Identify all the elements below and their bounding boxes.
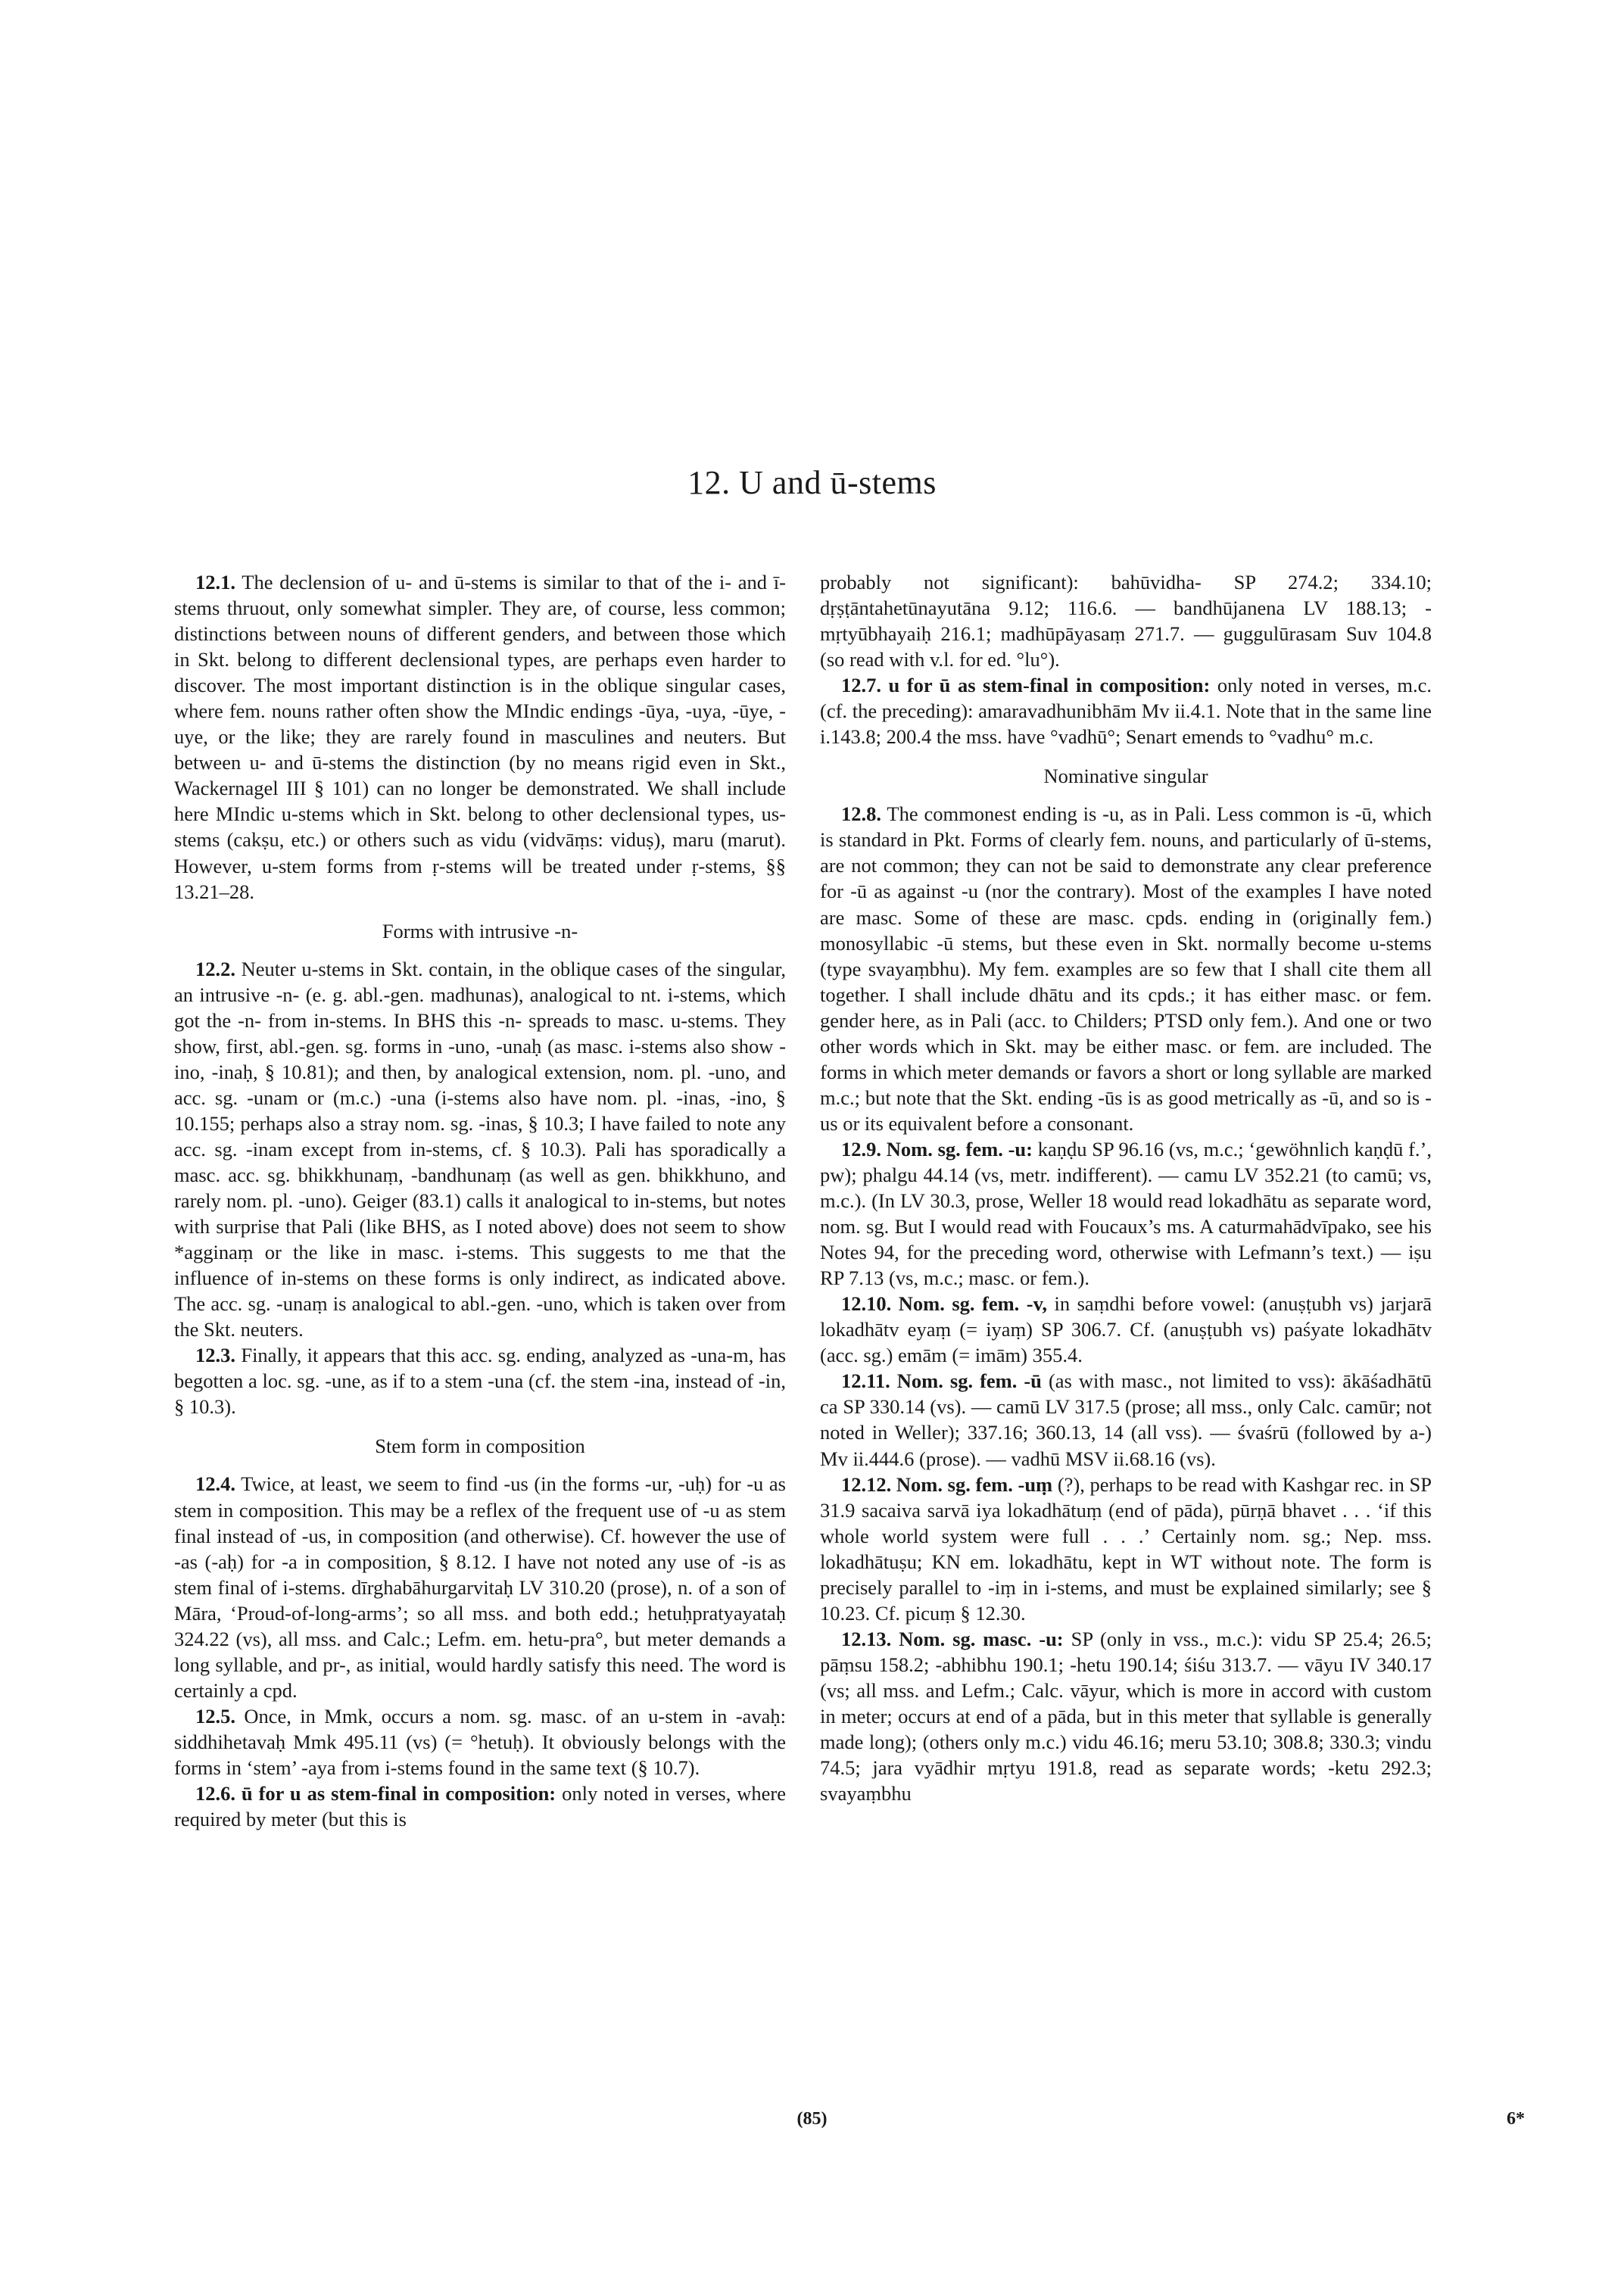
- paragraph-text: only noted in verses, where required by meter (but this is: [174, 1782, 787, 1831]
- paragraph-12-8: [820, 801, 1432, 1136]
- paragraph-text: only noted in verses, m.c. (cf. the preceding): amaravadhunibhām Mv ii.4.1. Note that in the same line i.143.8; 200.4 the mss. have °vadhū°; Senart emends to °vadhu° m.c.: [820, 674, 1432, 749]
- paragraph-12-4: [174, 1471, 786, 1703]
- section-number: 12.3.: [195, 1344, 235, 1367]
- section-number: 12.11. Nom. sg. fem. -ū: [841, 1369, 1042, 1393]
- paragraph-text: in saṃdhi before vowel: (anuṣṭubh vs) jarjarā lokadhātv eyaṃ (= iyaṃ) SP 306.7. Cf. (anuṣṭubh vs) paśyate lokadhātv (acc. sg.) emām (= imām) 355.4.: [820, 1292, 1432, 1367]
- paragraph-12-13: [820, 1626, 1432, 1806]
- section-number: 12.9. Nom. sg. fem. -u:: [841, 1137, 1033, 1161]
- section-heading: Forms with intrusive -n-: [382, 919, 578, 942]
- paragraph-text: The commonest ending is -u, as in Pali. Less common is -ū, which is standard in Pkt. Forms of clearly fem. nouns, and particularly of ū-stems, are not common; they can not be said to demonstrate any clear preference for -ū as against -u (nor the contrary). Most of the examples I have noted are masc. Some of these are masc. cpds. ending in (originally fem.) monosyllabic -ū stems, but these even in Skt. normally become u-stems (type svayaṃbhu). My fem. examples are so few that I shall cite them all together. I shall include dhātu and its cpds.; it has either masc. or fem. gender here, as in Pali (acc. to Childers; PTSD only fem.). And one or two other words which in Skt. may be either masc. or fem. are included. The forms in which meter demands or favors a short or long syllable are marked m.c.; but note that the Skt. ending -ūs is as good metrically as -ū, and so is -us or its equivalent before a consonant.: [820, 802, 1432, 1135]
- right-column: [820, 569, 1432, 1806]
- page-title: 12. U and ū-stems: [687, 464, 937, 501]
- section-heading: Stem form in composition: [375, 1435, 585, 1458]
- paragraph-text: kaṇḍu SP 96.16 (vs, m.c.; ‘gewöhnlich kaṇḍū f.’, pw); phalgu 44.14 (vs, metr. indifferent). — camu LV 352.21 (to camū; vs, m.c.). (In LV 30.3, prose, Weller 18 would read lokadhātu as separate word, nom. sg. But I would read with Foucaux’s ms. A caturmahādvīpako, see his Notes 94, for the preceding word, otherwise with Lefmann’s text.) — iṣu RP 7.13 (vs, m.c.; masc. or fem.).: [820, 1137, 1432, 1290]
- paragraph-12-9: [820, 1136, 1432, 1291]
- paragraph-text: The declension of u- and ū-stems is similar to that of the i- and ī-stems thruout, only somewhat simpler. They are, of course, less common; distinctions between nouns of different genders, and between those which in Skt. belong to different declensional types, are perhaps even harder to discover. The most important distinction is in the oblique singular cases, where fem. nouns rather often show the MIndic endings -ūya, -uya, -ūye, -uye, or the like; they are rarely found in masculines and neuters. But between u- and ū-stems the distinction (by no means rigid even in Skt., Wackernagel III § 101) can no longer be demonstrated. We shall include here MIndic u-stems which in Skt. belong to other declensional types, us-stems (cakṣu, etc.) or others such as vidu (vidvāṃs: viduṣ), maru (marut). However, u-stem forms from ṛ-stems will be treated under ṛ-stems, §§ 13.21–28.: [174, 571, 786, 903]
- section-number: 12.12. Nom. sg. fem. -uṃ: [841, 1472, 1053, 1496]
- section-number: 12.10. Nom. sg. fem. -v,: [841, 1292, 1048, 1316]
- paragraph-text: (as with masc., not limited to vss): ākāśadhātū ca SP 330.14 (vs). — camū LV 317.5 (prose; all mss., only Calc. camūr; not noted in Weller); 337.16; 360.13, 14 (all vss). — śvaśrū (followed by a-) Mv ii.444.6 (prose). — vadhū MSV ii.68.16 (vs).: [820, 1369, 1432, 1470]
- paragraph-text: Neuter u-stems in Skt. contain, in the oblique cases of the singular, an intrusive -n- (e. g. abl.-gen. madhunas), analogical to nt. i-stems, which got the -n- from in-stems. In BHS this -n- spreads to masc. u-stems. They show, first, abl.-gen. sg. forms in -uno, -unaḥ (as masc. i-stems also show -ino, -inaḥ, § 10.81); and then, by analogical extension, nom. pl. -uno, and acc. sg. -unam or (m.c.) -una (i-stems also have nom. pl. -inas, -ino, § 10.155; perhaps also a stray nom. sg. -inas, § 10.3; I have failed to note any acc. sg. -inam except from in-stems, cf. § 10.3). Pali has sporadically a masc. acc. sg. bhikkhunaṃ, -bandhunaṃ (as well as gen. bhikkhuno, and rarely nom. pl. -uno). Geiger (83.1) calls it analogical to in-stems, but notes with surprise that Pali (like BHS, as I noted above) does not seem to show *agginaṃ or the like in masc. i-stems. This suggests to me that the influence of in-stems on these forms is only indirect, as indicated above. The acc. sg. -unaṃ is analogical to abl.-gen. -uno, which is taken over from the Skt. neuters.: [174, 957, 786, 1341]
- paragraph-12-6: [174, 1781, 786, 1832]
- page-number: (85): [796, 2109, 828, 2129]
- section-number: 12.6. ū for u as stem-final in composition:: [195, 1782, 556, 1805]
- paragraph-12-10: [820, 1291, 1432, 1368]
- section-number: 12.8.: [841, 802, 881, 826]
- paragraph-text: (?), perhaps to be read with Kashgar rec. in SP 31.9 sacaiva sarvā iya lokadhātuṃ (end of pāda), pūrṇā bhavet . . . ‘if this whole world system were full . . .’ Certainly nom. sg.; Nep. mss. lokadhātuṣu; KN em. lokadhātu, kept in WT without note. The form is precisely parallel to -iṃ in i-stems, and must be explained similarly; see § 10.23. Cf. picuṃ § 12.30.: [820, 1472, 1432, 1625]
- section-number: 12.2.: [195, 957, 235, 980]
- section-heading: Nominative singular: [1043, 765, 1208, 788]
- paragraph-12-5: [174, 1703, 786, 1781]
- paragraph-text: SP (only in vss., m.c.): vidu SP 25.4; 26.5; pāṃsu 158.2; -abhibhu 190.1; -hetu 190.14; śiśu 313.7. — vāyu IV 340.17 (vs; all mss. and Lefm.; Calc. vāyur, which is more in accord with custom in meter; occurs at end of a pāda, but in this meter that syllable is generally made long); (others only m.c.) vidu 46.16; meru 53.10; 308.8; 330.3; vindu 74.5; jara vyādhir mṛtyu 191.8, read as separate words; -ketu 292.3; svayaṃbhu: [820, 1627, 1432, 1805]
- section-number: 12.4.: [195, 1472, 235, 1496]
- paragraph-12-2: [174, 956, 786, 1343]
- paragraph-12-12: [820, 1472, 1432, 1626]
- paragraph-text: Once, in Mmk, occurs a nom. sg. masc. of an u-stem in -avaḥ: siddhihetavaḥ Mmk 495.11 (vs) (= °hetuḥ). It obviously belongs with the forms in ‘stem’ -aya from i-stems found in the same text (§ 10.7).: [174, 1704, 786, 1779]
- section-number: 12.7. u for ū as stem-final in composition:: [841, 674, 1211, 697]
- section-number: 12.5.: [195, 1704, 235, 1728]
- left-column: [174, 569, 786, 1832]
- section-number: 12.13. Nom. sg. masc. -u:: [841, 1627, 1064, 1650]
- paragraph-text: Twice, at least, we seem to find -us (in the forms -ur, -uḥ) for -u as stem in composition. This may be a reflex of the frequent use of -u as stem final instead of -us, in composition (and otherwise). Cf. however the use of -as (-aḥ) for -a in composition, § 8.12. I have not noted any use of -is as stem final of i-stems. dīrghabāhurgarvitaḥ LV 310.20 (prose), n. of a son of Māra, ‘Proud-of-long-arms’; so all mss. and both edd.; hetuḥpratyayataḥ 324.22 (vs), all mss. and Calc.; Lefm. em. hetu-pra°, but meter demands a long syllable, and pr-, as initial, would hardly satisfy this need. The word is certainly a cpd.: [174, 1472, 786, 1702]
- signature-mark: 6*: [1507, 2109, 1525, 2129]
- section-number: 12.1.: [195, 571, 235, 594]
- paragraph-text: Finally, it appears that this acc. sg. ending, analyzed as -una-m, has begotten a loc. sg. -une, as if to a stem -una (cf. the stem -ina, instead of -in, § 10.3).: [174, 1344, 787, 1419]
- paragraph-12-3: [174, 1342, 786, 1419]
- paragraph-12-11: [820, 1368, 1432, 1471]
- paragraph-12-1: [174, 569, 786, 905]
- paragraph-continuation: probably not significant): bahūvidha- SP 274.2; 334.10; dṛṣṭāntahetūnayutāna 9.12; 116.6. — bandhūjanena LV 188.13; -mṛtyūbhayaiḥ 216.1; madhūpāyasaṃ 271.7. — guggulūrasam Suv 104.8 (so read with v.l. for ed. °lu°).: [820, 571, 1432, 671]
- paragraph-12-7: [820, 672, 1432, 749]
